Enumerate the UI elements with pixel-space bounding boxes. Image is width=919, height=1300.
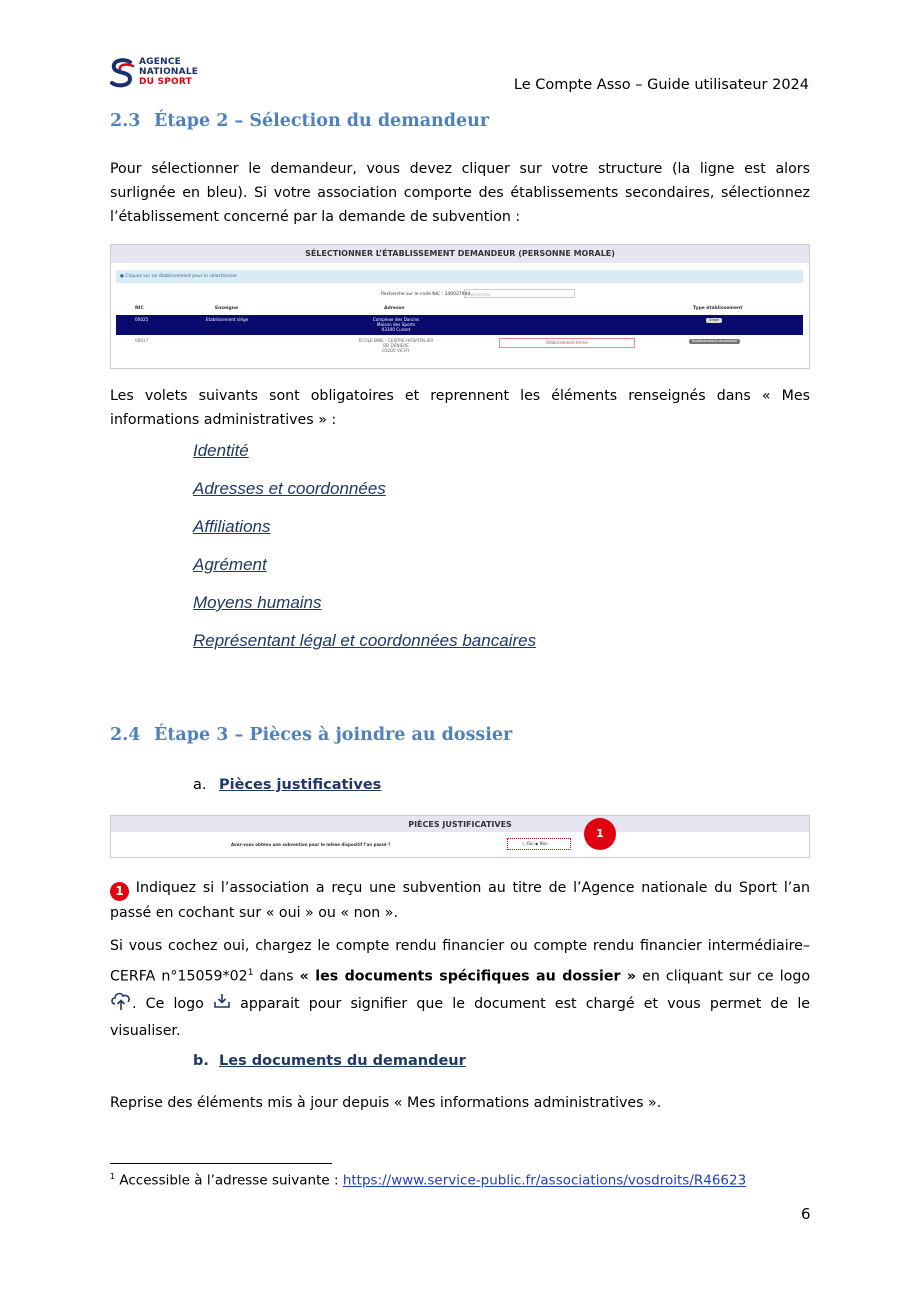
yes-no-radio-group[interactable]: ○ Oui ◉ Non: [507, 838, 571, 850]
column-header-adresse: Adresse: [384, 306, 405, 311]
column-header-enseigne: Enseigne: [215, 306, 239, 311]
running-title: Le Compte Asso – Guide utilisateur 2024: [513, 77, 809, 93]
radio-yes[interactable]: ○: [522, 841, 527, 846]
search-input[interactable]: Rechercher: [464, 289, 575, 298]
link-moyens-humains[interactable]: Moyens humains: [193, 593, 322, 612]
footnote-separator: [110, 1163, 332, 1164]
row-enseigne: Etablissement siège: [206, 317, 249, 322]
volets-intro: Les volets suivants sont obligatoires et reprennent les éléments renseignés dans « Mes informations administratives » :: [110, 388, 810, 428]
link-adresses[interactable]: Adresses et coordonnées: [193, 479, 386, 498]
subsidy-question: Avez-vous obtenu une subvention pour le même dispositif l’an passé ?: [231, 842, 391, 847]
section-2-3-intro: Pour sélectionner le demandeur, vous devez cliquer sur votre structure (la ligne est alors surlignée en bleu). Si votre association comporte des établissements secondaires, sélectionnez l’établissement concerné par la demande de subvention :: [110, 161, 810, 225]
subsection-b-heading: b. Les documents du demandeur: [193, 1053, 466, 1069]
search-label: Recherche sur le code NIC : 340027984: [381, 292, 471, 297]
link-pieces-justificatives[interactable]: Pièces justificatives: [219, 777, 382, 793]
callout-marker: 1: [584, 818, 616, 850]
row-nic: 00017: [135, 338, 149, 343]
ans-logo-mark-icon: [108, 56, 138, 90]
row-address: ECOLE BNIE - CENTRE HOSPITALIER BD DENIERE 03200 VICHY: [358, 338, 434, 353]
column-header-type: Type établissement: [693, 306, 743, 311]
screenshot-title-bar: PIÈCES JUSTIFICATIVES: [111, 816, 809, 832]
page-number: 6: [801, 1205, 811, 1223]
ans-logo-text: AGENCE NATIONALE DU SPORT: [139, 57, 199, 87]
radio-no[interactable]: ◉: [534, 841, 540, 846]
table-row-selected[interactable]: [116, 315, 803, 335]
volets-link-list: [193, 441, 536, 669]
cloud-upload-icon[interactable]: [110, 991, 132, 1011]
explain-paragraph-2: Si vous cochez oui, chargez le compte rendu financier ou compte rendu financier intermédiaire– CERFA $n^\circ 15059*02^1$ dans « les documents spécifiques au dossier » en cliquant sur ce logo . Ce logo apparait pour signifier que le document est chargé et vous permet de le visualiser.: [110, 938, 811, 1039]
info-banner: ● Cliquez sur un établissement pour le sélectionner: [116, 270, 803, 283]
type-badge: Etablissement secondaire: [689, 339, 740, 344]
row-nic: 00025: [135, 317, 149, 322]
type-badge: Siège: [706, 318, 722, 323]
explain-paragraph-1: 1 Indiquez si l’association a reçu une subvention au titre de l’Agence nationale du Sport l’an passé en cochant sur « oui » ou « non ».: [110, 880, 810, 921]
subsection-a-heading: a. Pièces justificatives: [193, 777, 382, 793]
link-representant-legal[interactable]: Représentant légal et coordonnées bancaires: [193, 631, 537, 650]
footnote-link[interactable]: https://www.service-public.fr/associations/vosdroits/R46623: [342, 1172, 747, 1189]
screenshot-title-bar: SÉLECTIONNER L’ÉTABLISSEMENT DEMANDEUR (PERSONNE MORALE): [111, 245, 809, 263]
select-establishment-screenshot: [110, 244, 810, 369]
link-agrement[interactable]: Agrément: [193, 555, 267, 574]
download-icon[interactable]: [213, 993, 231, 1009]
link-affiliations[interactable]: Affiliations: [193, 517, 271, 536]
link-documents-demandeur[interactable]: Les documents du demandeur: [219, 1053, 466, 1069]
footnote: $^1$ Accessible à l’adresse suivante : https://www.service-public.fr/associations/vosdroits/R46623: [110, 1172, 747, 1189]
link-identite[interactable]: Identité: [193, 441, 249, 460]
callout-marker: 1: [110, 882, 129, 901]
section-heading-2-3: 2.3 Étape 2 – Sélection du demandeur: [110, 111, 490, 131]
info-icon: ●: [120, 274, 126, 279]
section-b-text: Reprise des éléments mis à jour depuis « Mes informations administratives ».: [110, 1095, 662, 1111]
row-address: Complexe des Darcins Maison des Sports 03300 Cusset: [372, 317, 420, 332]
column-header-nic: NIC: [135, 306, 144, 311]
closed-status-badge: Etablissement fermé: [499, 338, 635, 348]
table-row[interactable]: [116, 337, 803, 359]
pieces-justificatives-screenshot: [110, 815, 810, 858]
section-heading-2-4: 2.4 Étape 3 – Pièces à joindre au dossier: [110, 725, 513, 745]
